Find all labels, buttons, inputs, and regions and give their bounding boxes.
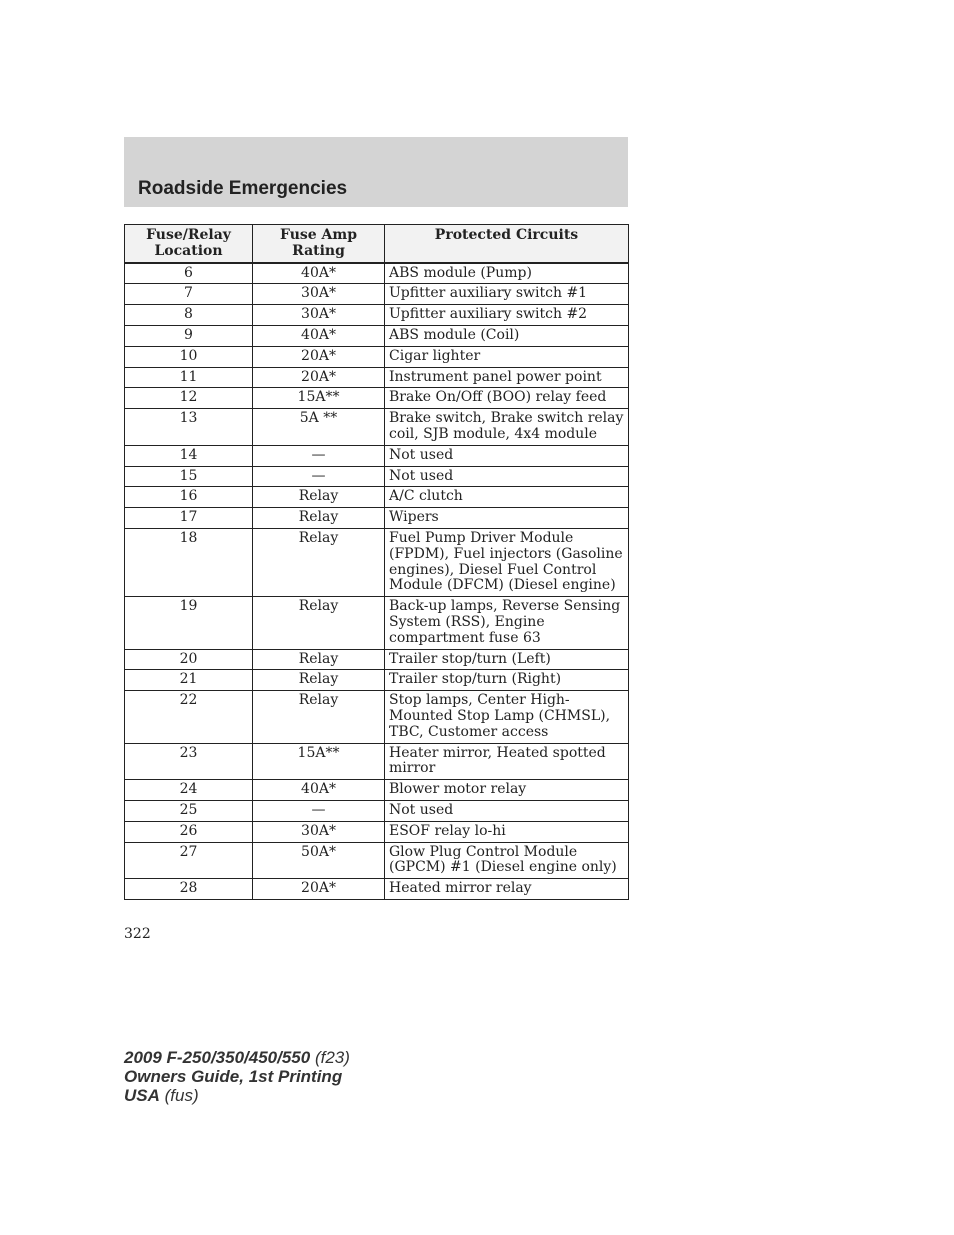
cell-location: 16 — [125, 487, 253, 508]
table-row — [125, 487, 629, 508]
cell-amp-rating: Relay — [253, 528, 385, 596]
cell-protected-circuit: Glow Plug Control Module (GPCM) #1 (Diesel engine only) — [385, 842, 629, 879]
table-row — [125, 284, 629, 305]
table-row — [125, 649, 629, 670]
table-row — [125, 691, 629, 743]
cell-amp-rating: 20A* — [253, 879, 385, 900]
footer-model-code: (f23) — [314, 1048, 350, 1067]
cell-location: 26 — [125, 821, 253, 842]
section-header-band — [124, 137, 628, 207]
cell-protected-circuit: Trailer stop/turn (Right) — [385, 670, 629, 691]
cell-protected-circuit: Upfitter auxiliary switch #1 — [385, 284, 629, 305]
cell-protected-circuit: Cigar lighter — [385, 346, 629, 367]
table-row — [125, 821, 629, 842]
table-row — [125, 466, 629, 487]
cell-protected-circuit: Instrument panel power point — [385, 367, 629, 388]
cell-protected-circuit: ABS module (Pump) — [385, 263, 629, 284]
footer-market: USA — [124, 1086, 160, 1105]
cell-amp-rating: Relay — [253, 487, 385, 508]
table-row — [125, 263, 629, 284]
cell-location: 28 — [125, 879, 253, 900]
table-row — [125, 800, 629, 821]
cell-location: 15 — [125, 466, 253, 487]
cell-amp-rating: Relay — [253, 649, 385, 670]
table-row — [125, 409, 629, 446]
cell-protected-circuit: Heated mirror relay — [385, 879, 629, 900]
cell-protected-circuit: Brake On/Off (BOO) relay feed — [385, 388, 629, 409]
cell-amp-rating: 30A* — [253, 821, 385, 842]
cell-protected-circuit: Not used — [385, 800, 629, 821]
table-row — [125, 879, 629, 900]
cell-amp-rating: 30A* — [253, 305, 385, 326]
table-row — [125, 305, 629, 326]
cell-location: 17 — [125, 508, 253, 529]
cell-location: 14 — [125, 445, 253, 466]
cell-amp-rating: — — [253, 466, 385, 487]
cell-location: 9 — [125, 325, 253, 346]
cell-location: 11 — [125, 367, 253, 388]
column-header-protected-circuits: Protected Circuits — [385, 225, 629, 263]
cell-amp-rating: 20A* — [253, 346, 385, 367]
cell-location: 19 — [125, 597, 253, 649]
cell-amp-rating: Relay — [253, 670, 385, 691]
footer-imprint — [124, 1048, 350, 1105]
cell-location: 25 — [125, 800, 253, 821]
table-row — [125, 367, 629, 388]
table-header-row — [125, 225, 629, 263]
cell-amp-rating: — — [253, 445, 385, 466]
cell-protected-circuit: A/C clutch — [385, 487, 629, 508]
footer-guide: Owners Guide, 1st Printing — [124, 1067, 343, 1086]
cell-protected-circuit: ABS module (Coil) — [385, 325, 629, 346]
cell-location: 10 — [125, 346, 253, 367]
cell-amp-rating: Relay — [253, 508, 385, 529]
cell-protected-circuit: Not used — [385, 466, 629, 487]
cell-amp-rating: 40A* — [253, 780, 385, 801]
cell-protected-circuit: ESOF relay lo-hi — [385, 821, 629, 842]
cell-amp-rating: 15A** — [253, 743, 385, 780]
cell-amp-rating: 40A* — [253, 263, 385, 284]
cell-protected-circuit: Not used — [385, 445, 629, 466]
cell-amp-rating: 50A* — [253, 842, 385, 879]
cell-location: 23 — [125, 743, 253, 780]
cell-protected-circuit: Back-up lamps, Reverse Sensing System (RSS), Engine compartment fuse 63 — [385, 597, 629, 649]
cell-protected-circuit: Wipers — [385, 508, 629, 529]
cell-location: 20 — [125, 649, 253, 670]
table-row — [125, 670, 629, 691]
table-row — [125, 325, 629, 346]
cell-amp-rating: Relay — [253, 691, 385, 743]
cell-protected-circuit: Trailer stop/turn (Left) — [385, 649, 629, 670]
cell-amp-rating: 20A* — [253, 367, 385, 388]
table-row — [125, 842, 629, 879]
column-header-amp-rating: Fuse Amp Rating — [253, 225, 385, 263]
cell-protected-circuit: Brake switch, Brake switch relay coil, SJB module, 4x4 module — [385, 409, 629, 446]
table-row — [125, 346, 629, 367]
cell-location: 21 — [125, 670, 253, 691]
cell-location: 27 — [125, 842, 253, 879]
cell-amp-rating: 15A** — [253, 388, 385, 409]
cell-location: 7 — [125, 284, 253, 305]
cell-protected-circuit: Blower motor relay — [385, 780, 629, 801]
table-row — [125, 388, 629, 409]
table-row — [125, 508, 629, 529]
section-title: Roadside Emergencies — [138, 178, 348, 199]
fuse-table — [124, 224, 629, 900]
cell-location: 24 — [125, 780, 253, 801]
cell-protected-circuit: Heater mirror, Heated spotted mirror — [385, 743, 629, 780]
cell-amp-rating: 5A ** — [253, 409, 385, 446]
table-row — [125, 445, 629, 466]
cell-location: 12 — [125, 388, 253, 409]
cell-amp-rating: Relay — [253, 597, 385, 649]
cell-protected-circuit: Stop lamps, Center High-Mounted Stop Lamp (CHMSL), TBC, Customer access — [385, 691, 629, 743]
cell-location: 22 — [125, 691, 253, 743]
footer-line-model — [124, 1048, 350, 1067]
cell-location: 6 — [125, 263, 253, 284]
cell-amp-rating: 30A* — [253, 284, 385, 305]
cell-protected-circuit: Upfitter auxiliary switch #2 — [385, 305, 629, 326]
table-row — [125, 528, 629, 596]
fuse-table-body — [125, 263, 629, 900]
footer-model: 2009 F-250/350/450/550 — [124, 1048, 311, 1067]
cell-amp-rating: — — [253, 800, 385, 821]
cell-location: 13 — [125, 409, 253, 446]
footer-line-market — [124, 1086, 350, 1105]
table-row — [125, 780, 629, 801]
column-header-location: Fuse/Relay Location — [125, 225, 253, 263]
page-number: 322 — [124, 926, 151, 942]
cell-amp-rating: 40A* — [253, 325, 385, 346]
table-row — [125, 597, 629, 649]
cell-protected-circuit: Fuel Pump Driver Module (FPDM), Fuel injectors (Gasoline engines), Diesel Fuel Control Module (DFCM) (Diesel engine) — [385, 528, 629, 596]
cell-location: 18 — [125, 528, 253, 596]
cell-location: 8 — [125, 305, 253, 326]
footer-market-code: (fus) — [164, 1086, 199, 1105]
table-row — [125, 743, 629, 780]
